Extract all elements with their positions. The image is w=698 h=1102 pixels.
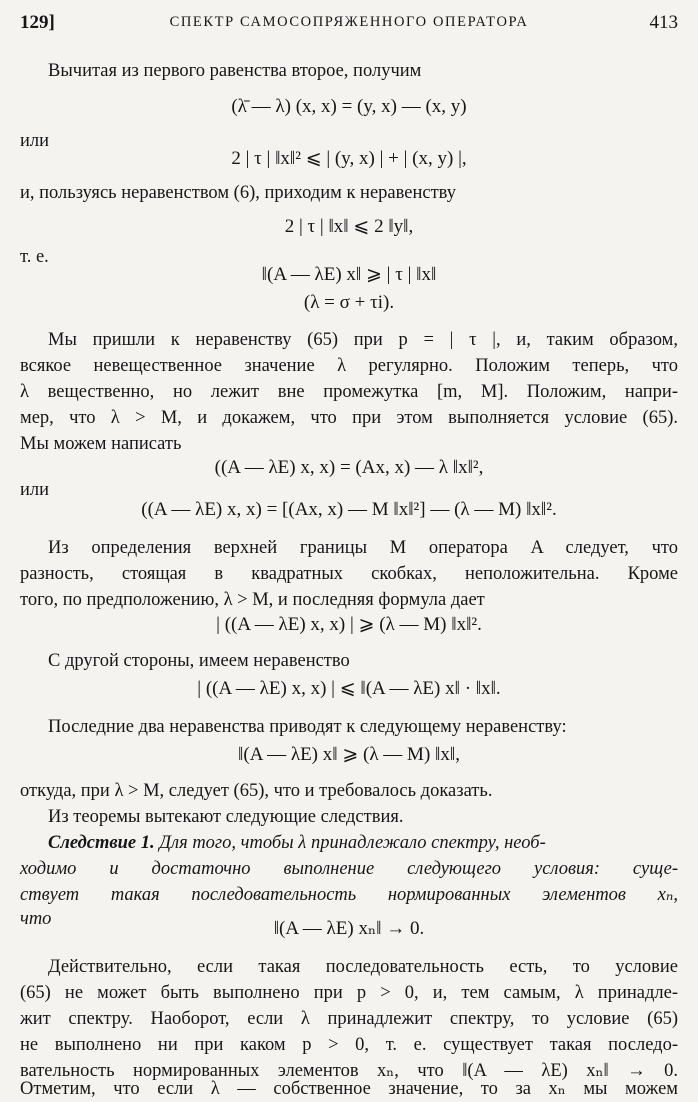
text-line: Из теоремы вытекают следующие следствия.: [48, 807, 404, 827]
equation: (λ = σ + τi).: [303, 292, 395, 313]
text-line: вательность нормированных элементов xₙ, что ‖(A — λE) xₙ‖ → 0.: [20, 1061, 678, 1081]
equation: (λ̄ — λ) (x, x) = (y, x) — (x, y): [231, 96, 467, 117]
text-line: того, по предположению, λ > M, и последняя формула дает: [20, 590, 485, 610]
text-line: жит спектру. Наоборот, если λ принадлежит спектру, то условие (65): [20, 1009, 678, 1029]
running-title: СПЕКТР САМОСОПРЯЖЕННОГО ОПЕРАТОРА: [169, 14, 529, 30]
section-number: 129]: [20, 12, 55, 33]
text-line: λ вещественно, но лежит вне промежутка [m, M]. Положим, напри-: [20, 382, 678, 402]
text-line: Отметим, что если λ — собственное значение, то за xₙ мы можем: [20, 1079, 678, 1099]
text-line: (65) не может быть выполнено при p > 0, и, тем самым, λ принадле-: [20, 983, 678, 1003]
text-line: Действительно, если такая последовательность есть, то условие: [48, 957, 678, 977]
text-line: Мы можем написать: [20, 434, 182, 454]
page-number: 413: [649, 12, 678, 33]
page-header: [20, 12, 678, 38]
text-line: и, пользуясь неравенством (6), приходим к неравенству: [20, 183, 457, 203]
equation: ‖(A — λE) x‖ ⩾ (λ — M) ‖x‖,: [238, 744, 460, 765]
text-line: Из определения верхней границы M оператора A следует, что: [48, 538, 678, 558]
text-line: т. е.: [20, 247, 49, 267]
corollary-text: что: [20, 909, 52, 929]
text-line: Вычитая из первого равенства второе, получим: [48, 61, 422, 81]
corollary-label: Следствие 1.: [48, 833, 155, 853]
equation: 2 | τ | ‖x‖ ⩽ 2 ‖y‖,: [284, 216, 414, 237]
equation: ((A — λE) x, x) = [(Ax, x) — M ‖x‖²] — (λ — M) ‖x‖².: [141, 499, 557, 520]
equation: ‖(A — λE) x‖ ⩾ | τ | ‖x‖: [261, 264, 437, 285]
corollary-text: ствует такая последовательность нормированных элементов xₙ,: [20, 885, 678, 905]
text-line: не выполнено ни при каком p > 0, т. е. существует такая последо-: [20, 1035, 678, 1055]
text-line: мер, что λ > M, и докажем, что при этом выполняется условие (65).: [20, 408, 678, 428]
equation: ((A — λE) x, x) = (Ax, x) — λ ‖x‖²,: [214, 457, 484, 478]
corollary-text: Для того, чтобы λ принадлежало спектру, необ-: [159, 833, 546, 853]
text-line: всякое невещественное значение λ регулярно. Положим теперь, что: [20, 356, 678, 376]
text-line: или: [20, 480, 50, 500]
equation: | ((A — λE) x, x) | ⩾ (λ — M) ‖x‖².: [216, 614, 482, 635]
text-line: С другой стороны, имеем неравенство: [48, 651, 350, 671]
text-line: Мы пришли к неравенству (65) при p = | τ |, и, таким образом,: [48, 330, 678, 350]
corollary-text: ходимо и достаточно выполнение следующего условия: суще-: [20, 859, 678, 879]
text-line: или: [20, 131, 50, 151]
text-line: Последние два неравенства приводят к следующему неравенству:: [48, 717, 567, 737]
text-line: разность, стоящая в квадратных скобках, неположительна. Кроме: [20, 564, 678, 584]
equation: | ((A — λE) x, x) | ⩽ ‖(A — λE) x‖ · ‖x‖.: [197, 678, 501, 699]
equation: 2 | τ | ‖x‖² ⩽ | (y, x) | + | (x, y) |,: [231, 148, 467, 169]
equation: ‖(A — λE) xₙ‖ → 0.: [273, 918, 425, 939]
corollary-line: [48, 830, 678, 856]
text-line: откуда, при λ > M, следует (65), что и требовалось доказать.: [20, 781, 493, 801]
